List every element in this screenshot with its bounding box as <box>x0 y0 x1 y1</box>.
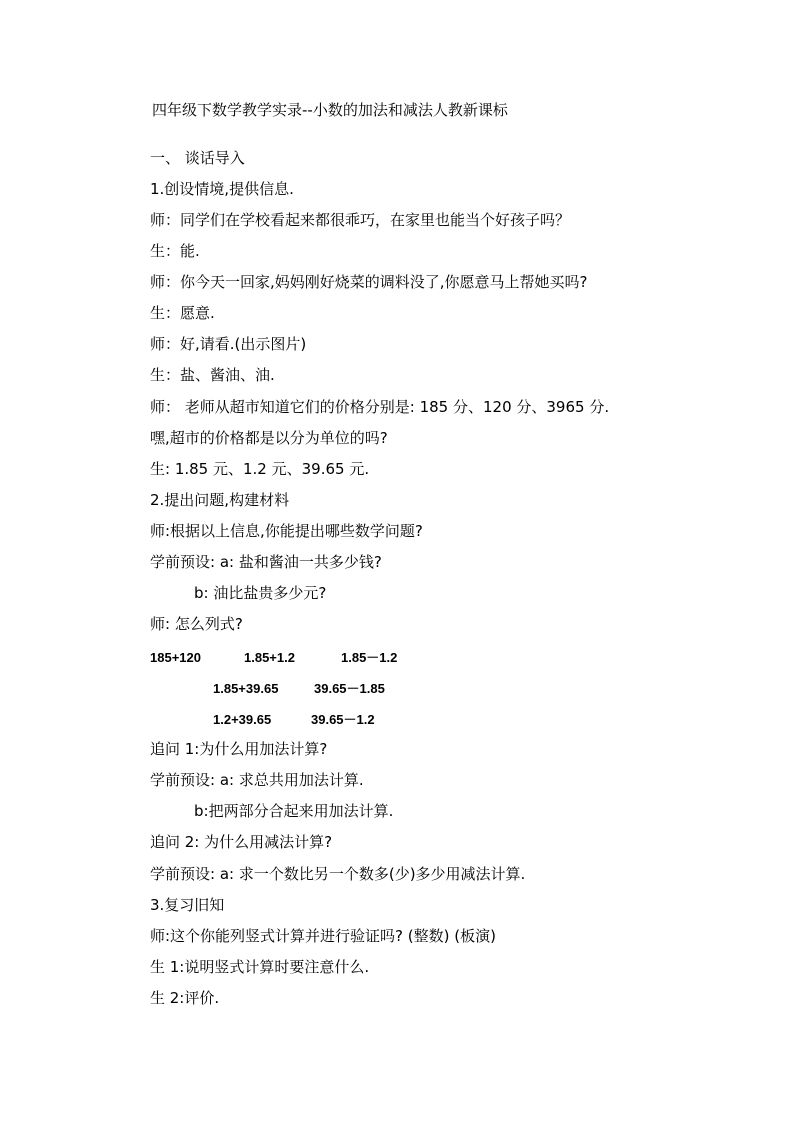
subheading-review: 3.复习旧知 <box>150 896 225 914</box>
expression: 1.2+39.65 <box>213 712 272 727</box>
teacher-line-continued: 嘿,超市的价格都是以分为单位的吗? <box>150 429 388 447</box>
calculation-row <box>150 710 510 730</box>
document-title: 四年级下数学教学实录--小数的加法和减法人教新课标 <box>152 101 508 119</box>
subheading-scenario: 1.创设情境,提供信息. <box>150 180 294 198</box>
teacher-line: 师：同学们在学校看起来都很乖巧，在家里也能当个好孩子吗？ <box>150 211 571 229</box>
student-line: 生：愿意. <box>150 304 215 322</box>
expression: 185+120 <box>150 650 201 665</box>
preset-line: 学前预设: a: 求一个数比另一个数多(少)多少用减法计算. <box>150 865 526 883</box>
follow-up-question: 追问 1:为什么用加法计算? <box>150 740 328 758</box>
student-line: 生：能. <box>150 242 200 260</box>
teacher-line: 师:这个你能列竖式计算并进行验证吗? (整数) (板演) <box>150 927 496 945</box>
student-line: 生 1:说明竖式计算时要注意什么. <box>150 958 370 976</box>
expression: 39.65－1.85 <box>314 681 385 696</box>
teacher-line: 师： 老师从超市知道它们的价格分别是: 185 分、120 分、3965 分. <box>150 398 610 416</box>
subheading-questions: 2.提出问题,构建材料 <box>150 491 290 509</box>
teacher-line: 师:根据以上信息,你能提出哪些数学问题? <box>150 522 423 540</box>
student-line: 生：盐、酱油、油. <box>150 366 275 384</box>
student-line: 生 2:评价. <box>150 989 220 1007</box>
teacher-line: 师：你今天一回家,妈妈刚好烧菜的调料没了,你愿意马上帮她买吗? <box>150 273 588 291</box>
expression: 1.85－1.2 <box>341 650 398 665</box>
follow-up-question: 追问 2: 为什么用减法计算? <box>150 833 333 851</box>
section-heading-intro: 一、 谈话导入 <box>150 149 245 167</box>
calculation-row <box>150 679 510 699</box>
expression: 1.85+39.65 <box>213 681 279 696</box>
calculation-row <box>150 648 510 668</box>
preset-line: 学前预设: a: 盐和酱油一共多少钱? <box>150 553 382 571</box>
preset-line-b: b: 油比盐贵多少元? <box>194 584 327 602</box>
expression: 39.65－1.2 <box>311 712 375 727</box>
teacher-line: 师：好,请看.(出示图片) <box>150 335 307 353</box>
student-line: 生: 1.85 元、1.2 元、39.65 元. <box>150 460 370 478</box>
expression: 1.85+1.2 <box>244 650 295 665</box>
teacher-line: 师: 怎么列式? <box>150 615 243 633</box>
preset-line-b: b:把两部分合起来用加法计算. <box>194 802 394 820</box>
preset-line: 学前预设: a: 求总共用加法计算. <box>150 771 364 789</box>
